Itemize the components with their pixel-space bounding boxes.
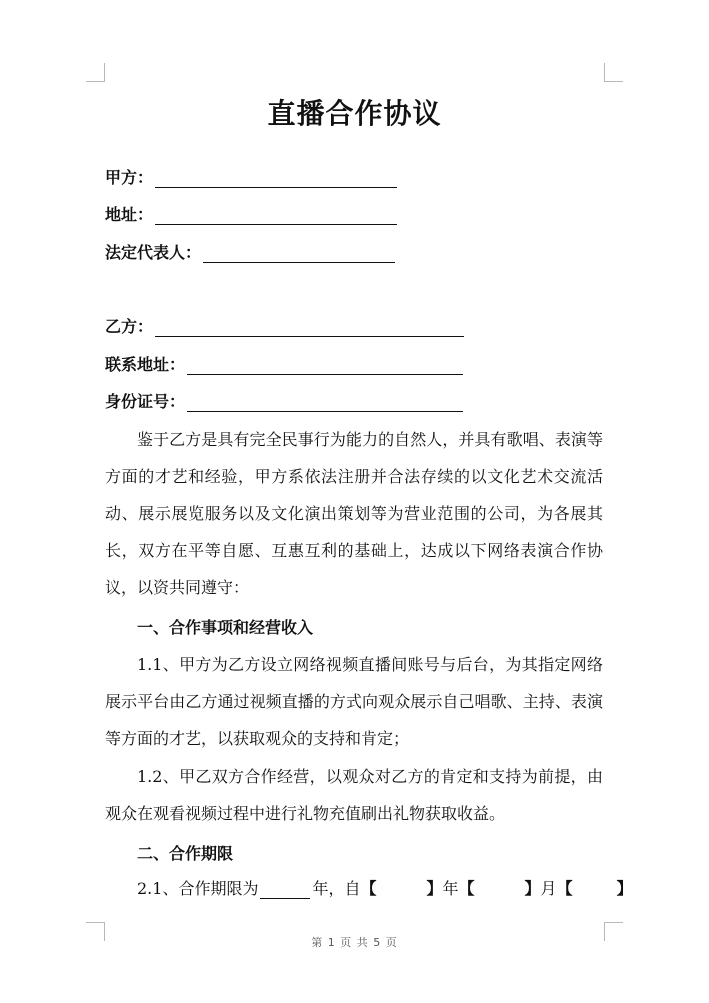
party-a-rep-blank[interactable]	[203, 244, 395, 263]
party-a-rep-label: 法定代表人：	[105, 243, 202, 262]
party-b-name-field	[105, 315, 464, 337]
party-a-name-label: 甲方：	[105, 168, 154, 187]
party-a-address-label: 地址：	[105, 205, 154, 224]
term-years-blank[interactable]	[260, 880, 310, 899]
clause-1-2-paragraph	[105, 758, 603, 832]
year-bracket-open: 【	[360, 879, 377, 898]
party-b-address-label: 联系地址：	[105, 355, 186, 374]
party-b-name-blank[interactable]	[155, 318, 464, 337]
day-bracket-open: 【	[556, 879, 573, 898]
preamble-text: 鉴于乙方是具有完全民事行为能力的自然人，并具有歌唱、表演等方面的才艺和经验，甲方系依法注册并合法存续的以文化艺术交流活动、展示展览服务以及文化演出策划等为营业范围的公司，为各展其长，双方在平等自愿、互惠互利的基础上，达成以下网络表演合作协议，以资共同遵守：	[105, 430, 603, 597]
party-b-id-field	[105, 390, 463, 412]
year-bracket-close: 】	[426, 879, 443, 898]
page-footer: 第 1 页 共 5 页	[311, 936, 398, 949]
document-title: 直播合作协议	[267, 97, 442, 130]
party-a-name-field	[105, 166, 397, 188]
clause-2-1-row	[137, 876, 633, 899]
clause-1-2-text: 1.2、甲乙双方合作经营，以观众对乙方的肯定和支持为前提，由观众在观看视频过程中进行礼物充值刷出礼物获取收益。	[105, 767, 603, 823]
party-a-address-blank[interactable]	[155, 206, 397, 225]
preamble-paragraph	[105, 421, 603, 606]
crop-mark-top-right	[604, 63, 623, 82]
party-a-rep-field	[105, 241, 395, 263]
section-2-heading: 二、合作期限	[137, 844, 234, 863]
month-bracket-close: 】	[524, 879, 541, 898]
year-label: 年	[442, 879, 459, 898]
crop-mark-top-left	[86, 63, 105, 82]
section-1-heading: 一、合作事项和经营收入	[137, 618, 314, 637]
party-b-address-field	[105, 353, 463, 375]
month-bracket-open: 【	[458, 879, 475, 898]
party-b-address-blank[interactable]	[187, 356, 463, 375]
day-bracket-close: 】	[616, 879, 633, 898]
clause-1-1-text: 1.1、甲方为乙方设立网络视频直播间账号与后台，为其指定网络展示平台由乙方通过视频直播的方式向观众展示自己唱歌、主持、表演等方面的才艺，以获取观众的支持和肯定；	[105, 655, 603, 748]
party-a-address-field	[105, 203, 397, 225]
party-b-id-label: 身份证号：	[105, 392, 186, 411]
party-b-name-label: 乙方：	[105, 317, 154, 336]
clause-1-1-paragraph	[105, 646, 603, 757]
party-a-name-blank[interactable]	[155, 169, 397, 188]
clause-2-1-years: 年，自	[312, 879, 361, 898]
month-label: 月	[540, 879, 557, 898]
party-b-id-blank[interactable]	[187, 393, 463, 412]
clause-2-1-prefix: 2.1、合作期限为	[137, 879, 259, 898]
